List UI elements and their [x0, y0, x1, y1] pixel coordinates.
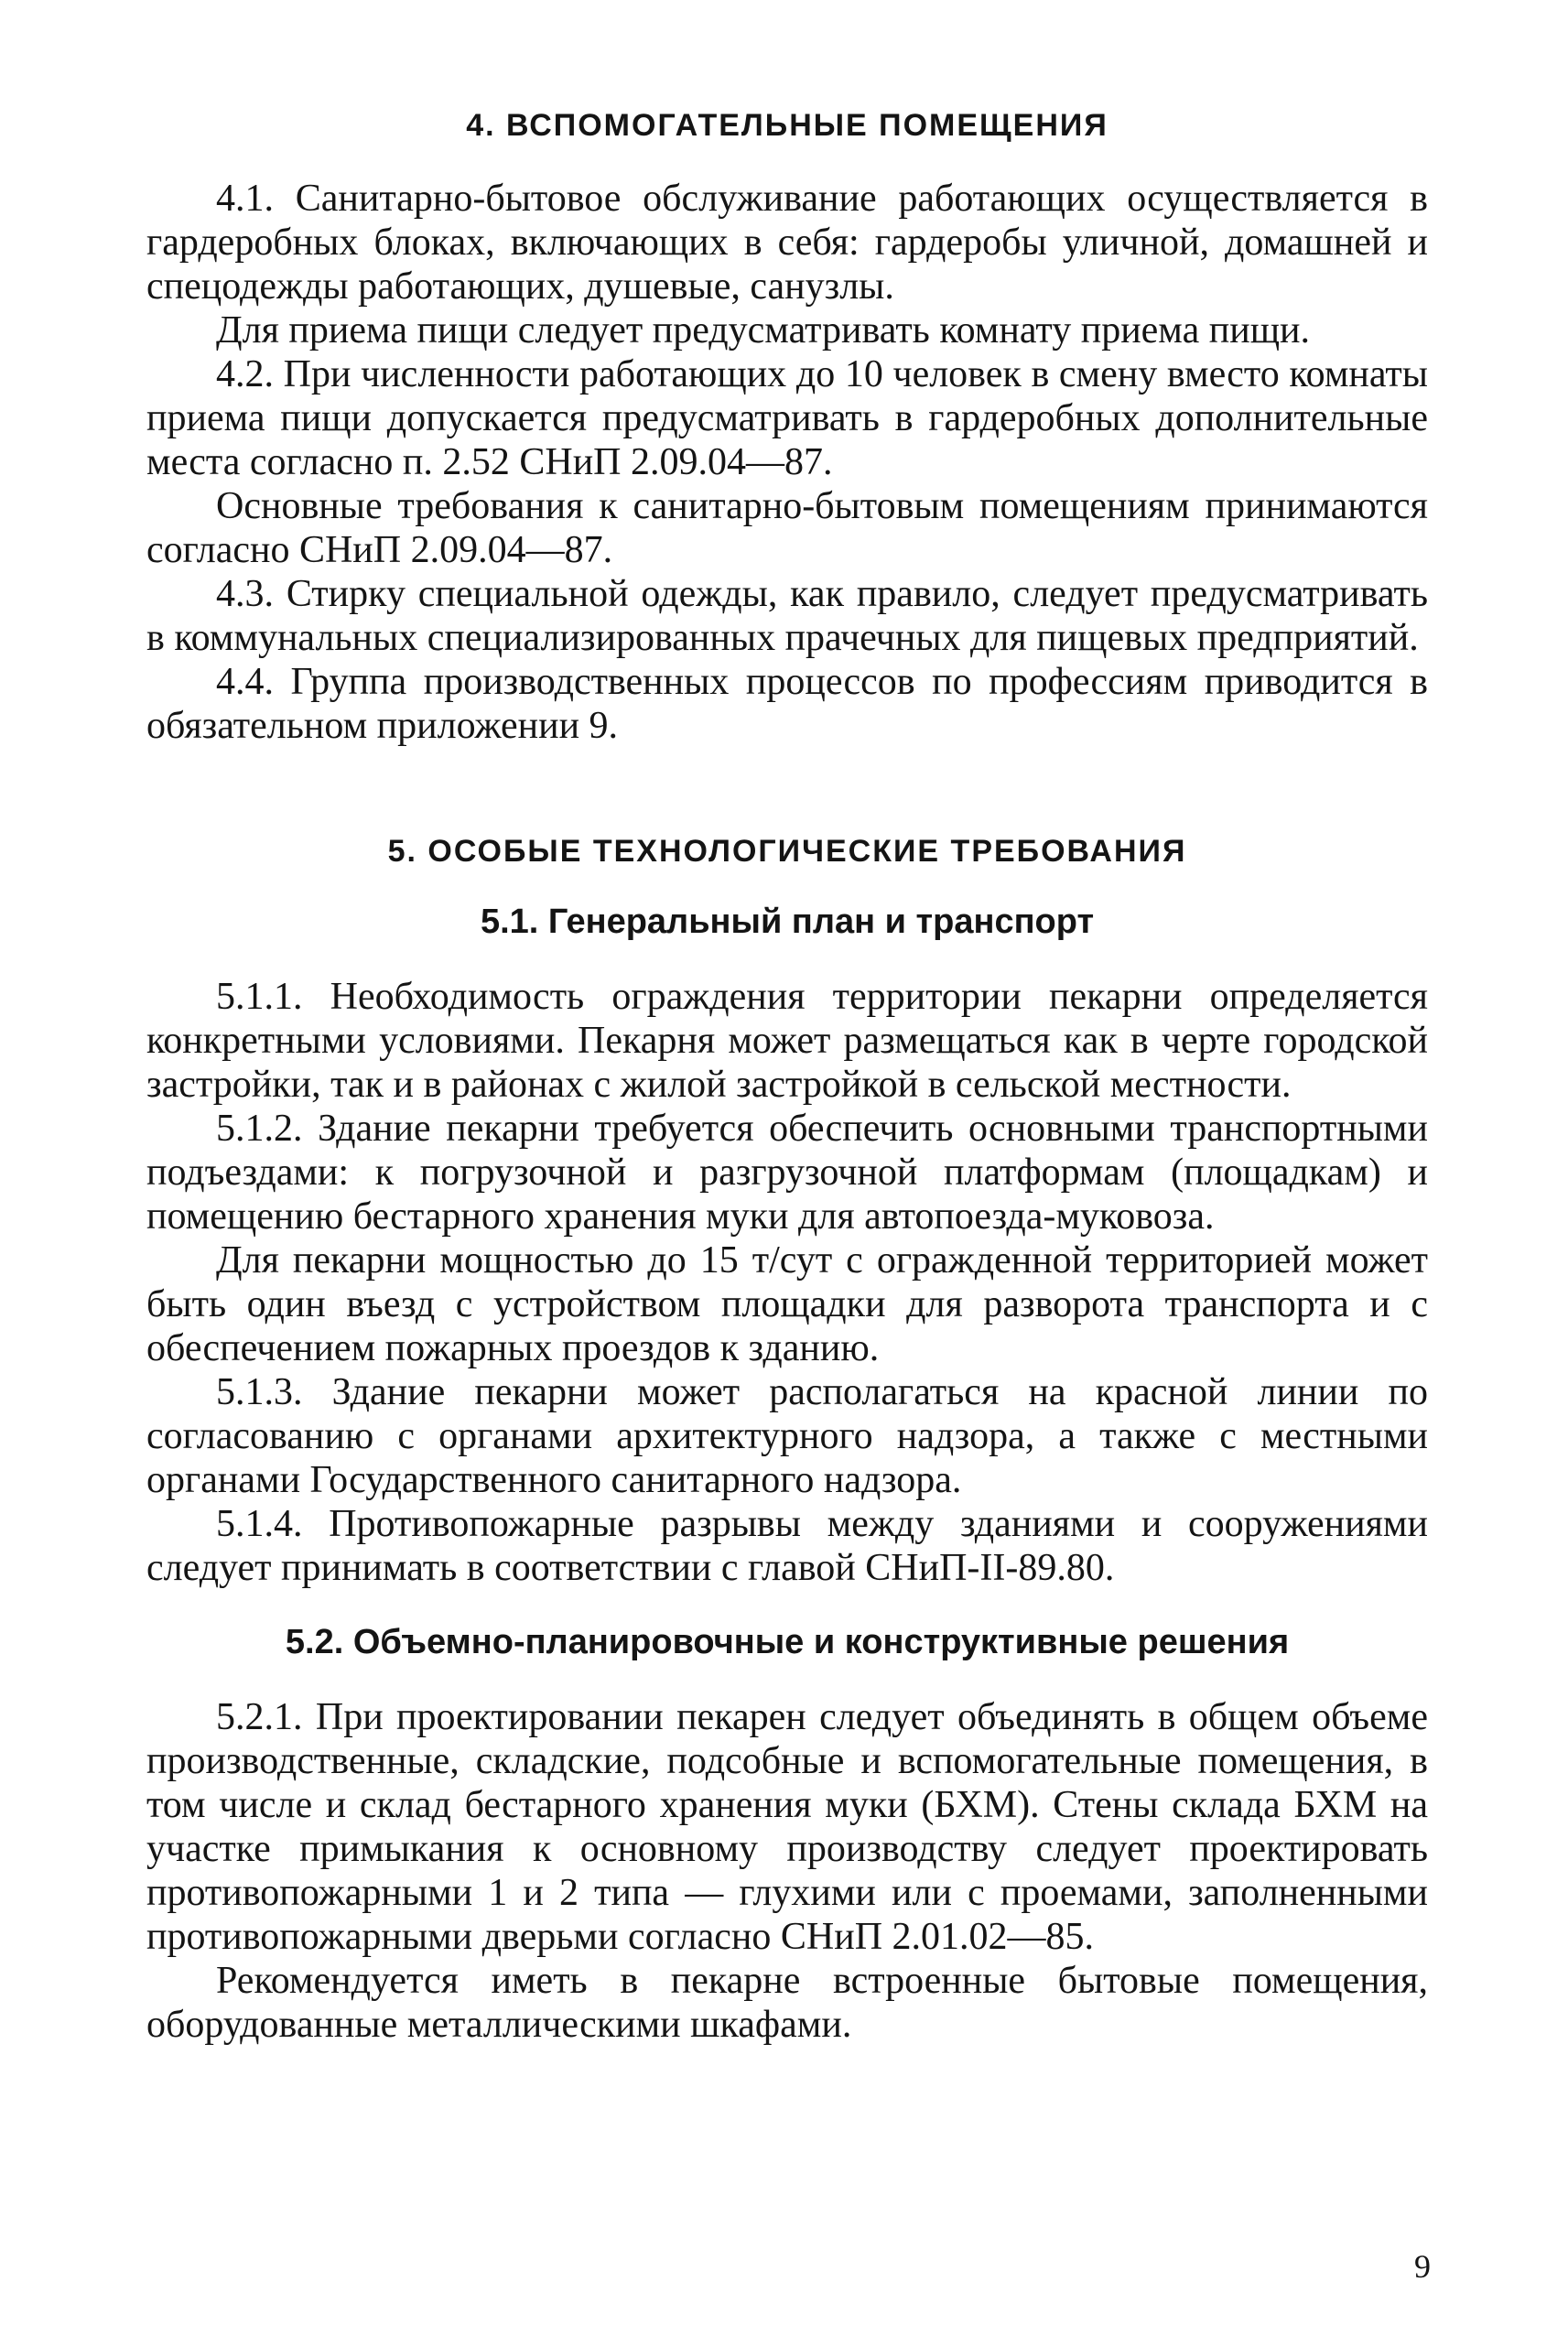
paragraph: Основные требования к санитарно-бытовым помещениям принимаются согласно СНиП 2.09.04—87. [146, 485, 1428, 571]
paragraph: Для пекарни мощностью до 15 т/сут с огражденной территорией может быть один въезд с устройством площадки для разворота транспорта и с обеспечением пожарных проездов к зданию. [146, 1239, 1428, 1369]
document-page [146, 108, 1428, 2047]
section-4-title: 4. ВСПОМОГАТЕЛЬНЫЕ ПОМЕЩЕНИЯ [466, 108, 1108, 143]
paragraph: Рекомендуется иметь в пекарне встроенные бытовые помещения, оборудованные металлическими шкафами. [146, 1960, 1428, 2046]
paragraph: 4.2. При численности работающих до 10 человек в смену вместо комнаты приема пищи допускается предусматривать в гардеробных дополнительные места согласно п. 2.52 СНиП 2.09.04—87. [146, 353, 1428, 483]
paragraph: Для приема пищи следует предусматривать комнату приема пищи. [216, 309, 1311, 351]
paragraph: 5.1.2. Здание пекарни требуется обеспечить основными транспортными подъездами: к погрузочной и разгрузочной платформам (площадкам) и помещению бестарного хранения муки для автопоезда-муковоза. [146, 1108, 1428, 1238]
paragraph: 5.2.1. При проектировании пекарен следует объединять в общем объеме производственные, складские, подсобные и вспомогательные помещения, в том числе и склад бестарного хранения муки (БХМ). Стены склада БХМ на участке примыкания к основному производству следует проектировать противопожарными 1 и 2 типа — глухими или с проемами, заполненными противопожарными дверьми согласно СНиП 2.01.02—85. [146, 1696, 1428, 1958]
paragraph: 4.3. Стирку специальной одежды, как правило, следует предусматривать в коммунальных специализированных прачечных для пищевых предприятий. [146, 573, 1428, 659]
paragraph: 5.1.4. Противопожарные разрывы между зданиями и сооружениями следует принимать в соответствии с главой СНиП-II-89.80. [146, 1503, 1428, 1589]
section-4-body [146, 177, 1428, 748]
subsection-5-1-title: 5.1. Генеральный план и транспорт [480, 903, 1095, 941]
subsection-5-1-body [146, 975, 1428, 1590]
subsection-5-2-body [146, 1695, 1428, 2047]
section-5-title: 5. ОСОБЫЕ ТЕХНОЛОГИЧЕСКИЕ ТРЕБОВАНИЯ [387, 834, 1187, 869]
page-number: 9 [1414, 2248, 1431, 2285]
paragraph: 4.4. Группа производственных процессов по профессиям приводится в обязательном приложении 9. [146, 661, 1428, 747]
paragraph: 5.1.1. Необходимость ограждения территории пекарни определяется конкретными условиями. Пекарня может размещаться как в черте городской застройки, так и в районах с жилой застройкой в сельской местности. [146, 976, 1428, 1106]
paragraph: 5.1.3. Здание пекарни может располагаться на красной линии по согласованию с органами архитектурного надзора, а также с местными органами Государственного санитарного надзора. [146, 1371, 1428, 1501]
paragraph: 4.1. Санитарно-бытовое обслуживание работающих осуществляется в гардеробных блоках, включающих в себя: гардеробы уличной, домашней и спецодежды работающих, душевые, санузлы. [146, 178, 1428, 308]
subsection-5-2-title: 5.2. Объемно-планировочные и конструктивные решения [285, 1623, 1290, 1661]
